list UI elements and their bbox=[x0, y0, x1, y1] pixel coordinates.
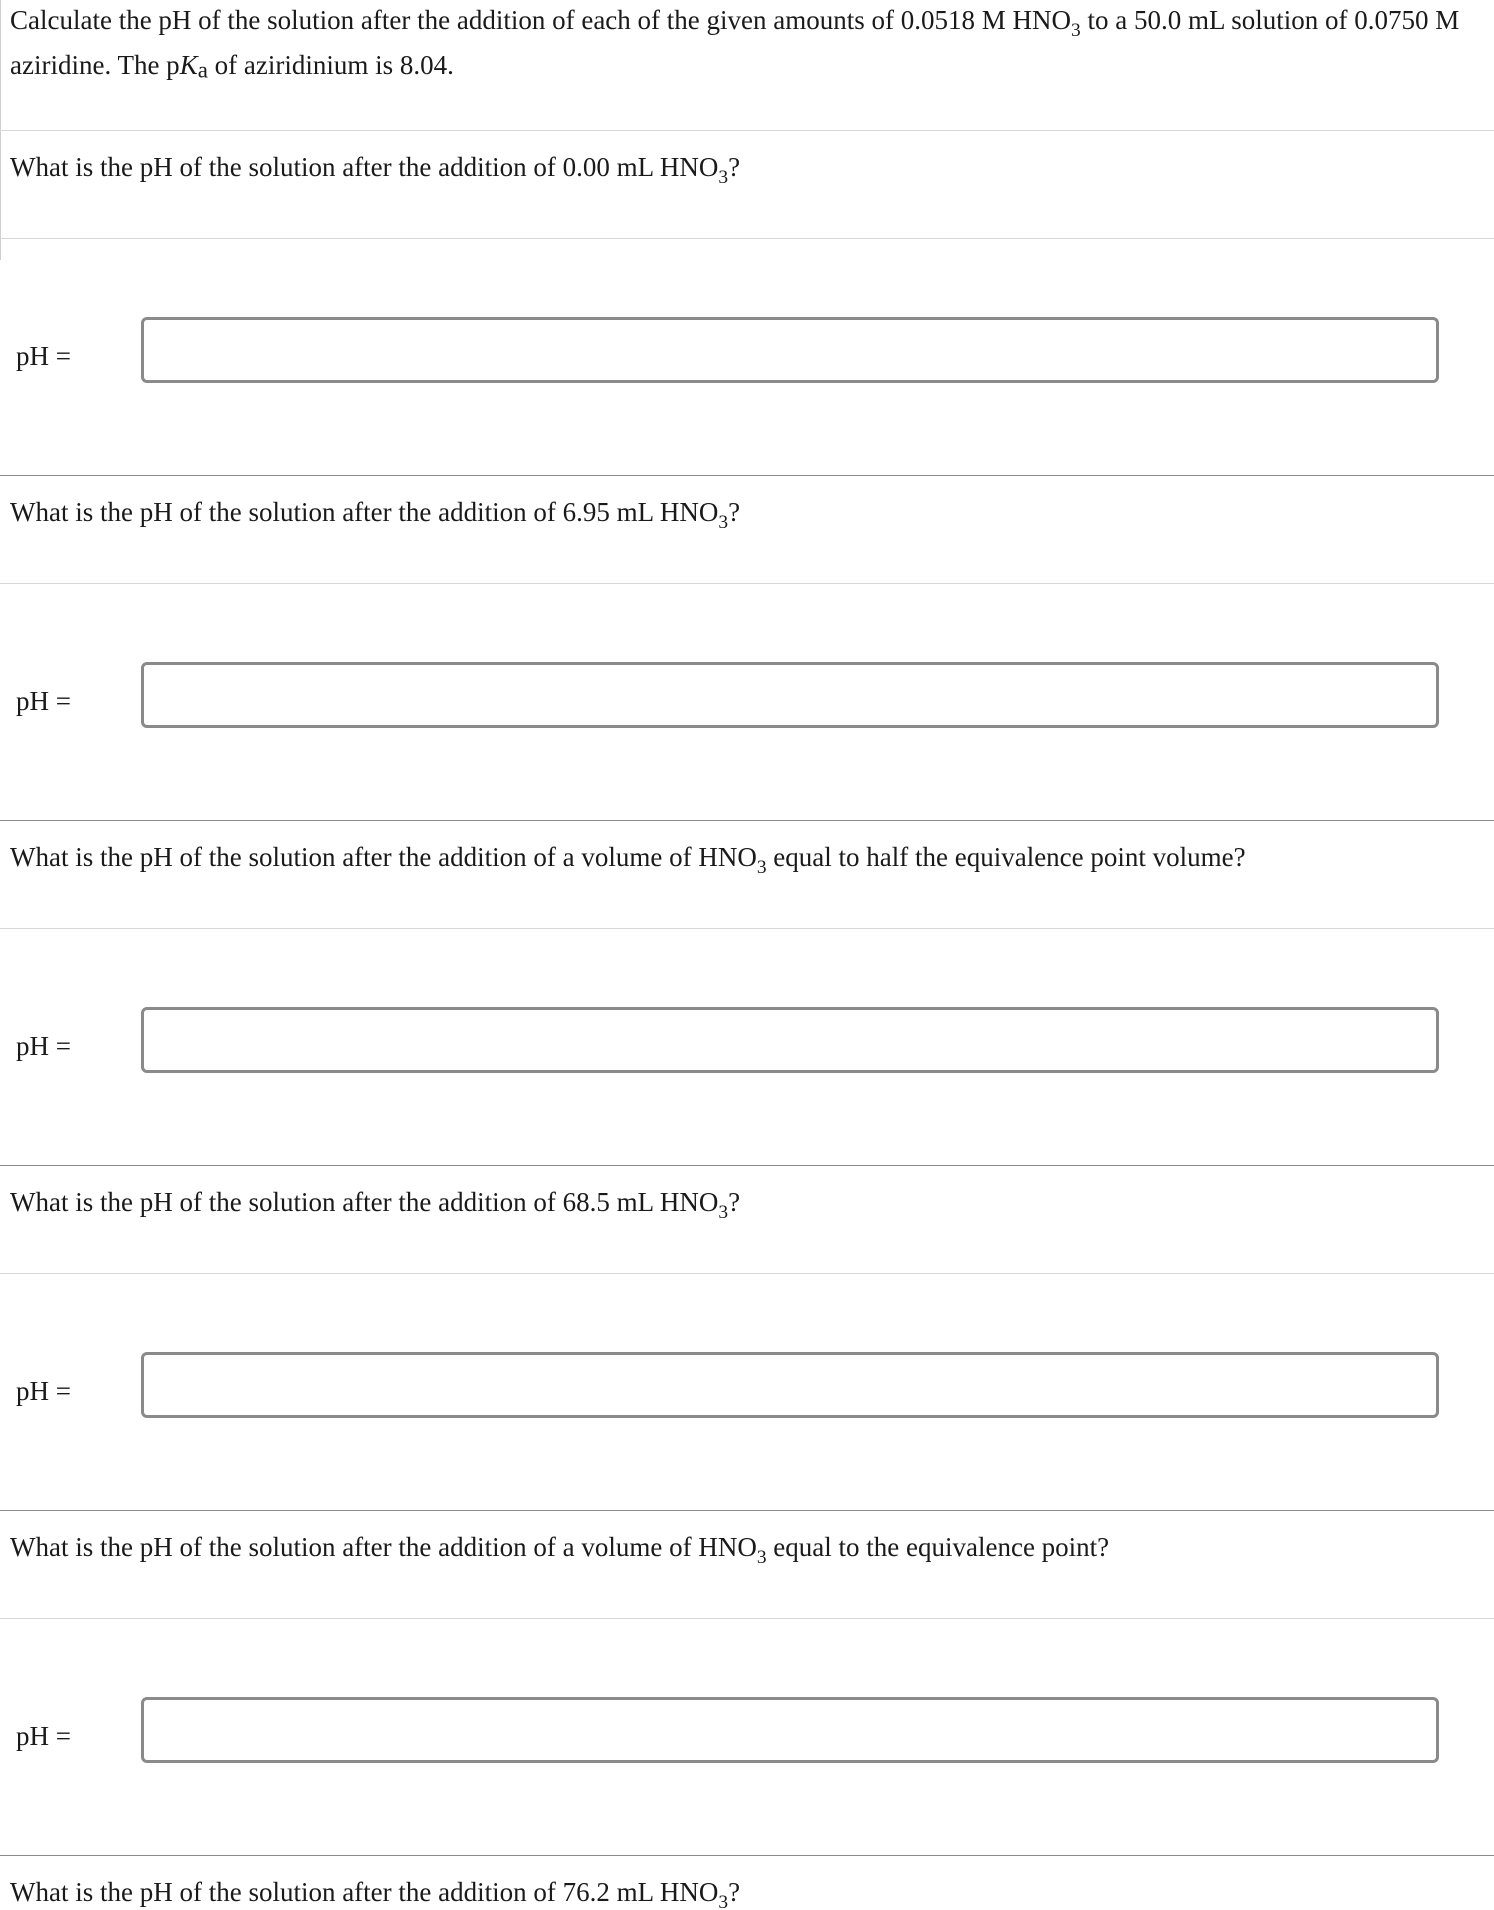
intro-text-part1: Calculate the pH of the solution after the addition of each of the given amounts of 0.0518 M HNO bbox=[10, 5, 1071, 35]
ph-label-4: pH = bbox=[16, 1376, 71, 1406]
ph-label-3: pH = bbox=[16, 1031, 71, 1061]
ph-answer-input-1[interactable] bbox=[141, 317, 1439, 383]
divider bbox=[0, 130, 1494, 131]
ka-symbol: K bbox=[179, 50, 198, 80]
ph-label-5: pH = bbox=[16, 1721, 71, 1751]
question-5-text: What is the pH of the solution after the addition of a volume of $HNO_3$ equal to the equivalence point? bbox=[10, 1532, 1110, 1568]
ph-answer-input-5[interactable] bbox=[141, 1697, 1439, 1763]
question-4-text: What is the pH of the solution after the addition of 68.5 mL $HNO_3$? bbox=[10, 1187, 741, 1223]
ph-label-1: pH = bbox=[16, 341, 71, 371]
ph-answer-input-2[interactable] bbox=[141, 662, 1439, 728]
intro-text-part3: of aziridinium is 8.04. bbox=[207, 50, 454, 80]
ph-answer-input-4[interactable] bbox=[141, 1352, 1439, 1418]
intro-subscript: 3 bbox=[1071, 19, 1081, 41]
section-divider bbox=[0, 475, 1494, 476]
problem-statement-text bbox=[10, 0, 1480, 92]
section-divider bbox=[0, 1510, 1494, 1511]
section-divider bbox=[0, 1165, 1494, 1166]
section-divider bbox=[0, 820, 1494, 821]
divider bbox=[0, 1618, 1494, 1619]
intro-text-part2: to a 50.0 mL solution of 0.0750 M aziridine. The p bbox=[10, 5, 1460, 80]
ph-label-2: pH = bbox=[16, 686, 71, 716]
left-border-segment bbox=[0, 130, 1, 260]
question-6-text: What is the pH of the solution after the addition of 76.2 mL $HNO_3$? bbox=[10, 1877, 741, 1910]
problem-statement bbox=[0, 0, 1494, 130]
ph-answer-input-3[interactable] bbox=[141, 1007, 1439, 1073]
question-3-text: What is the pH of the solution after the addition of a volume of $HNO_3$ equal to half the equivalence point volume? bbox=[10, 842, 1246, 878]
divider bbox=[0, 583, 1494, 584]
question-2-text: What is the pH of the solution after the addition of 6.95 mL $HNO_3$? bbox=[10, 497, 741, 533]
section-divider bbox=[0, 1855, 1494, 1856]
ka-subscript: a bbox=[197, 57, 208, 83]
divider bbox=[0, 238, 1494, 239]
divider bbox=[0, 1273, 1494, 1274]
question-1-text: What is the pH of the solution after the addition of 0.00 mL $HNO_3$? bbox=[10, 152, 741, 188]
divider bbox=[0, 928, 1494, 929]
